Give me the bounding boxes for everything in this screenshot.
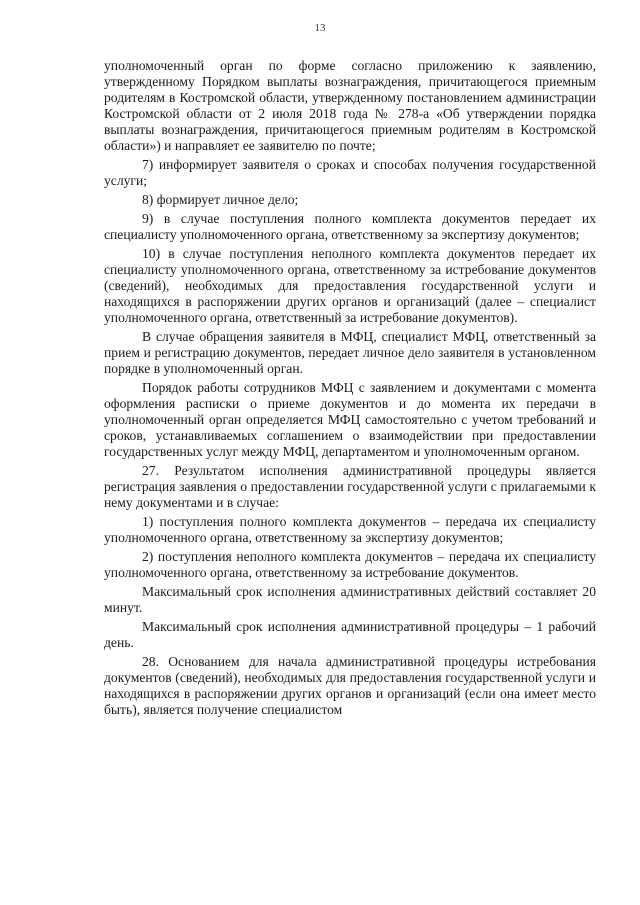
paragraph: Максимальный срок исполнения административных действий составляет 20 минут. — [104, 584, 596, 615]
paragraph: уполномоченный орган по форме согласно приложению к заявлению, утвержденному Порядком выплаты вознаграждения, причитающегося приемным родителям в Костромской области, утвержденному постановлением администрации Костромской области от 2 июля 2018 года № 278-а «Об утверждении порядка выплаты вознаграждения, причитающегося приемным родителям в Костромской области») и направляет ее заявителю по почте; — [104, 58, 596, 153]
document-body — [104, 58, 596, 721]
paragraph: 7) информирует заявителя о сроках и способах получения государственной услуги; — [104, 157, 596, 188]
paragraph: Порядок работы сотрудников МФЦ с заявлением и документами с момента оформления расписки о приеме документов и до момента их передачи в уполномоченный орган определяется МФЦ самостоятельно с учетом требований и сроков, устанавливаемых соглашением о взаимодействии при предоставлении государственных услуг между МФЦ, департаментом и уполномоченным органом. — [104, 380, 596, 459]
page-number: 13 — [314, 22, 326, 34]
paragraph: Максимальный срок исполнения административной процедуры – 1 рабочий день. — [104, 619, 596, 650]
paragraph: 8) формирует личное дело; — [142, 192, 299, 207]
paragraph: 27. Результатом исполнения административной процедуры является регистрация заявления о предоставлении государственной услуги с прилагаемыми к нему документами и в случае: — [104, 463, 596, 510]
paragraph: В случае обращения заявителя в МФЦ, специалист МФЦ, ответственный за прием и регистрацию документов, передает личное дело заявителя в установленном порядке в уполномоченный орган. — [104, 329, 596, 376]
paragraph: 9) в случае поступления полного комплекта документов передает их специалисту уполномоченного органа, ответственному за экспертизу документов; — [104, 211, 596, 242]
paragraph: 1) поступления полного комплекта документов – передача их специалисту уполномоченного органа, ответственному за экспертизу документов; — [104, 514, 596, 545]
paragraph: 10) в случае поступления неполного комплекта документов передает их специалисту уполномоченного органа, ответственному за истребование документов (сведений), необходимых для предоставления государственной услуги и находящихся в распоряжении других органов и организаций (далее – специалист уполномоченного органа, ответственный за истребование документов). — [104, 246, 596, 325]
paragraph: 2) поступления неполного комплекта документов – передача их специалисту уполномоченного органа, ответственному за истребование документов. — [104, 549, 596, 580]
paragraph: 28. Основанием для начала административной процедуры истребования документов (сведений), необходимых для предоставления государственной услуги и находящихся в распоряжении других органов и организаций (если она имеет место быть), является получение специалистом — [104, 654, 596, 717]
